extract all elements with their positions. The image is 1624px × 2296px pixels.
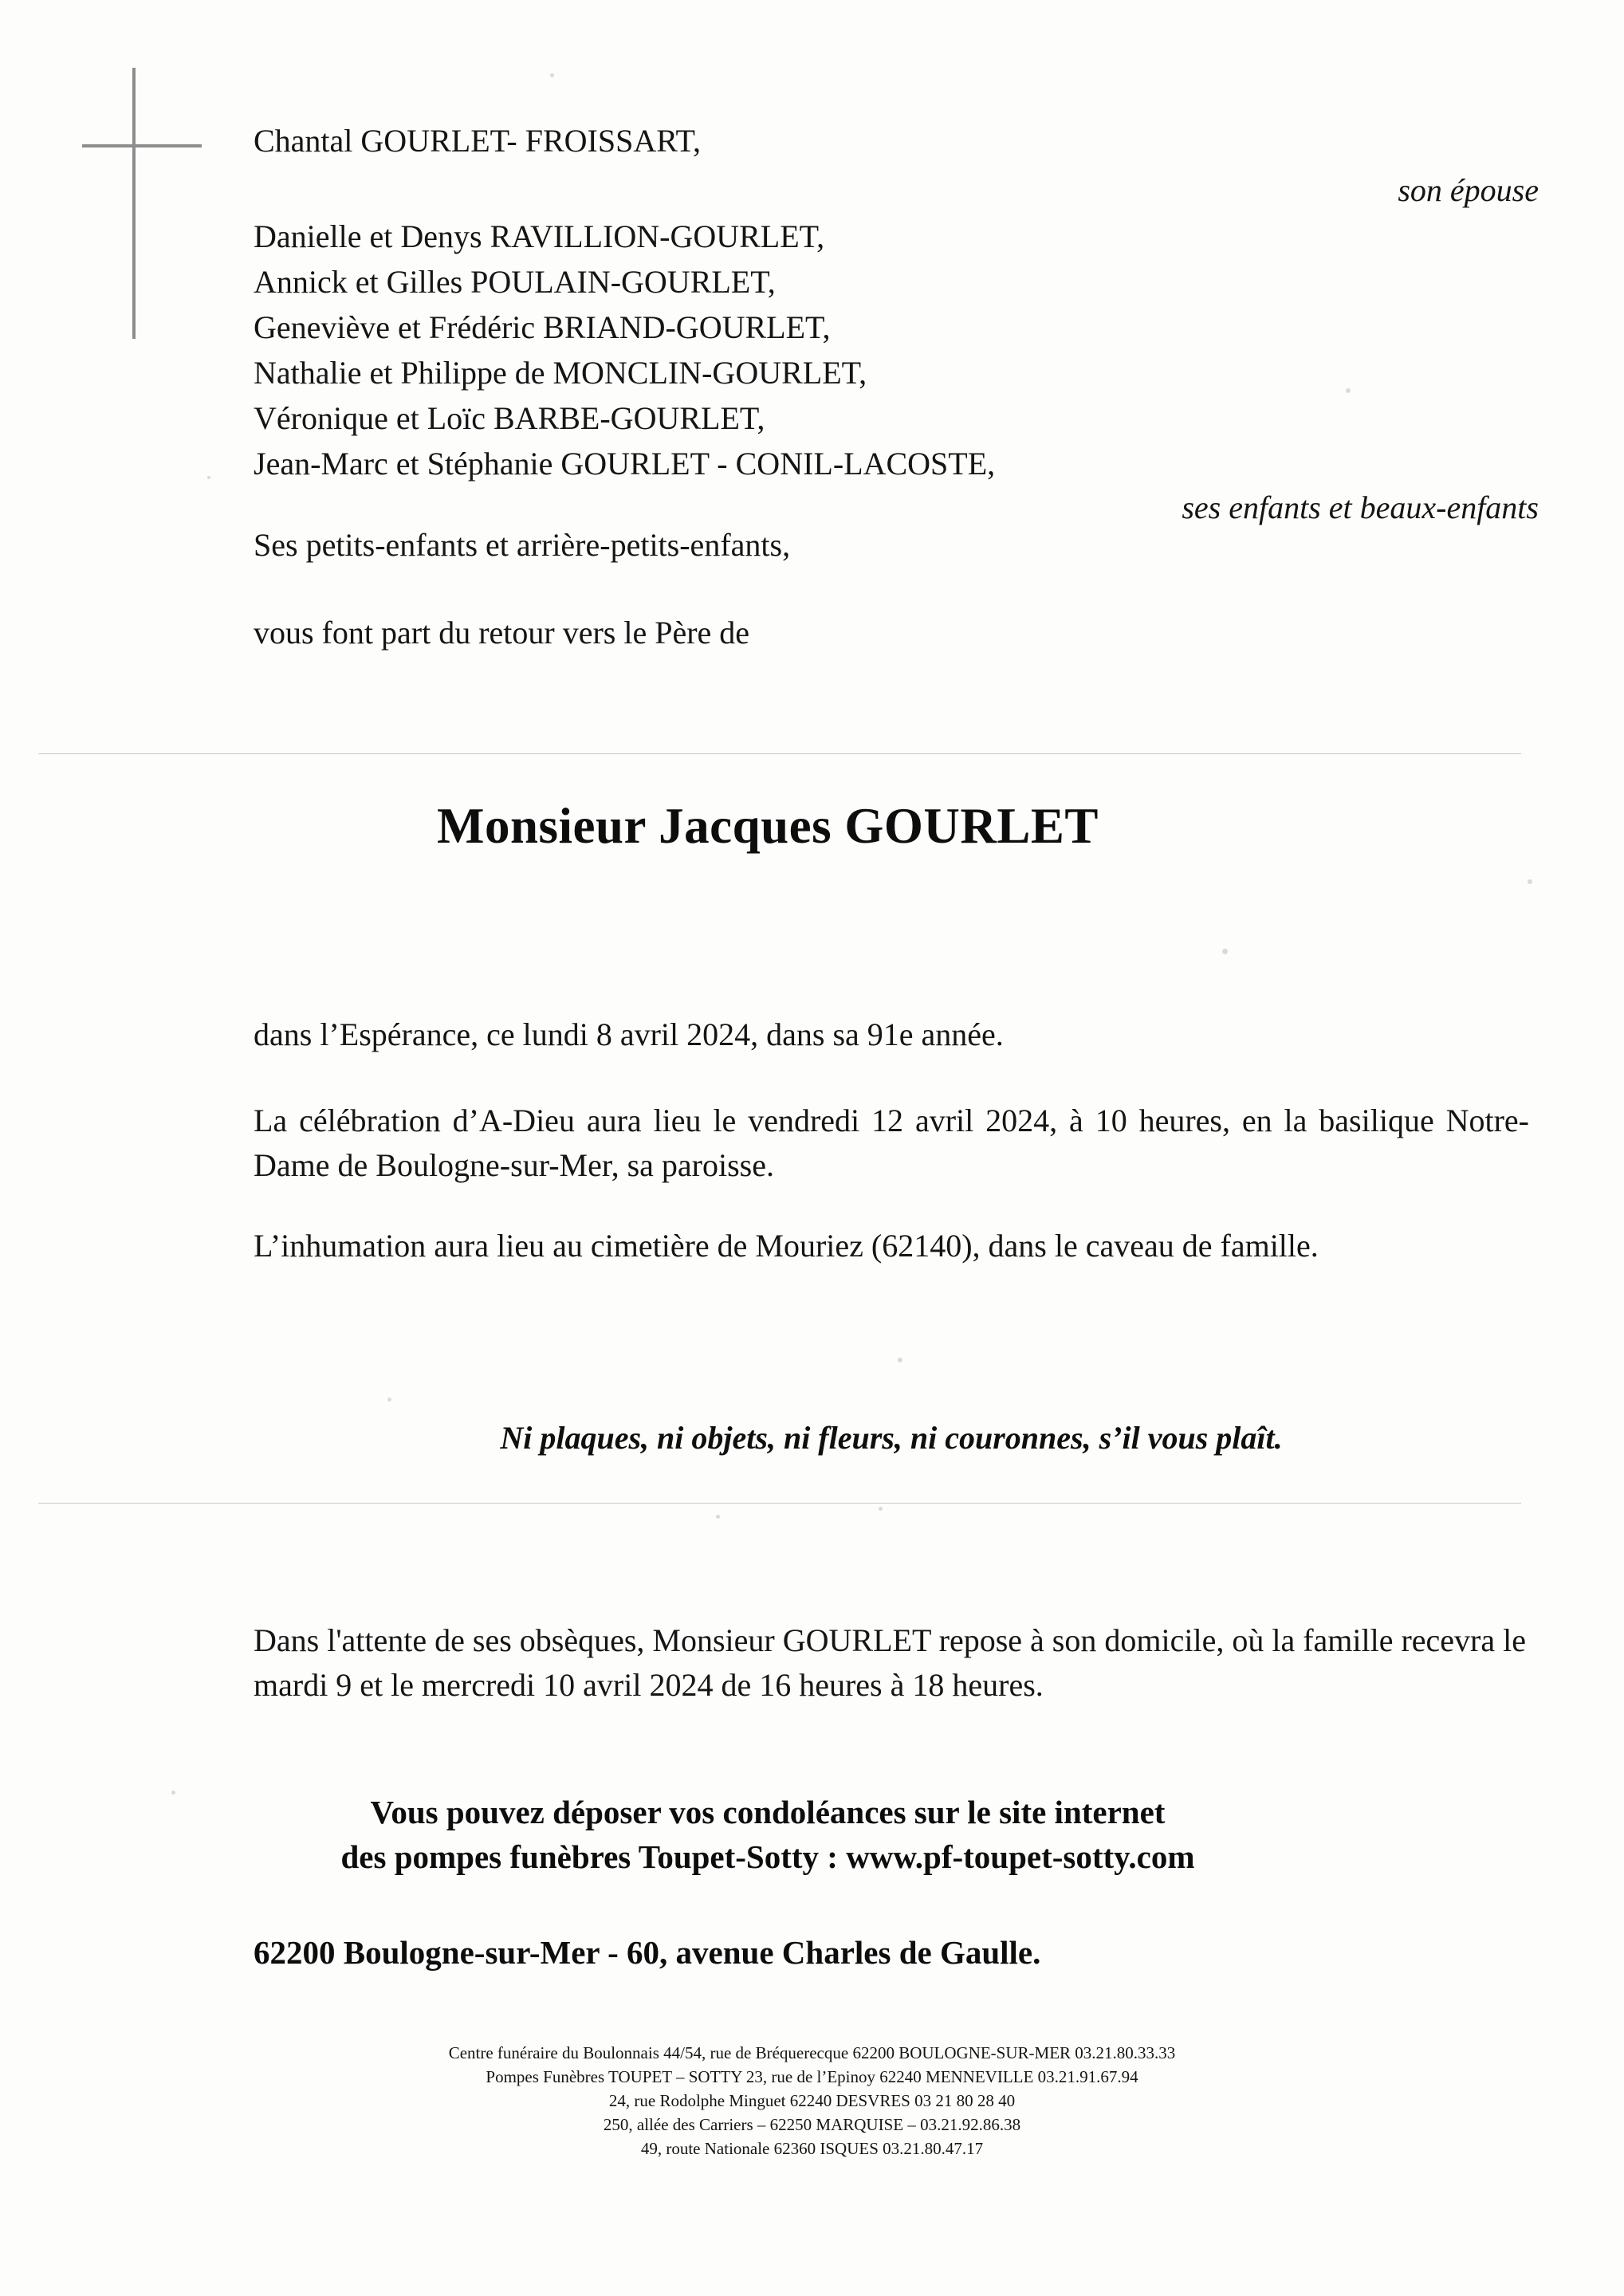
scan-speckle (716, 1515, 720, 1519)
scan-speckle (207, 476, 210, 479)
footer-line-1: Centre funéraire du Boulonnais 44/54, rue de Bréquerecque 62200 BOULOGNE-SUR-MER 03.21.80.33.33 (448, 2043, 1176, 2062)
scan-speckle (550, 73, 554, 77)
scan-speckle (387, 1398, 391, 1402)
deceased-name: Monsieur Jacques GOURLET (437, 798, 1099, 854)
death-line: dans l’Espérance, ce lundi 8 avril 2024, dans sa 91e année. (254, 1016, 1004, 1052)
child-line-4: Nathalie et Philippe de MONCLIN-GOURLET, (254, 355, 867, 391)
burial-line: L’inhumation aura lieu au cimetière de Mouriez (62140), dans le caveau de famille. (254, 1228, 1319, 1264)
child-line-5: Véronique et Loïc BARBE-GOURLET, (254, 400, 765, 436)
condolences-line-2[interactable]: des pompes funèbres Toupet-Sotty : www.pf-toupet-sotty.com (340, 1838, 1195, 1875)
divider-bottom (38, 1503, 1521, 1504)
children-caption: ses enfants et beaux-enfants (1182, 489, 1539, 525)
child-line-3: Geneviève et Frédéric BRIAND-GOURLET, (254, 309, 831, 345)
spouse-caption: son épouse (1398, 172, 1539, 208)
scan-speckle (879, 1507, 883, 1511)
spouse-line: Chantal GOURLET- FROISSART, (254, 123, 701, 159)
condolences-line-1: Vous pouvez déposer vos condoléances sur le site internet (370, 1794, 1166, 1830)
scan-speckle (171, 1791, 175, 1795)
child-line-1: Danielle et Denys RAVILLION-GOURLET, (254, 218, 825, 254)
divider-top (38, 753, 1521, 754)
scan-speckle (898, 1358, 902, 1362)
grandchildren-line: Ses petits-enfants et arrière-petits-enfants, (254, 527, 791, 563)
address-line: 62200 Boulogne-sur-Mer - 60, avenue Charles de Gaulle. (254, 1934, 1041, 1971)
cross-vertical-bar (132, 68, 136, 339)
scan-speckle (1222, 949, 1228, 954)
scan-speckle (1528, 879, 1532, 884)
latin-cross-icon (82, 68, 202, 339)
ceremony-line: La célébration d’A-Dieu aura lieu le vendredi 12 avril 2024, à 10 heures, en la basilique Notre-Dame de Boulogne-sur-Mer, sa paroisse. (254, 1103, 1529, 1183)
footer-line-2: Pompes Funèbres TOUPET – SOTTY 23, rue de l’Epinoy 62240 MENNEVILLE 03.21.91.67.94 (486, 2067, 1138, 2086)
flowers-note: Ni plaques, ni objets, ni fleurs, ni couronnes, s’il vous plaît. (500, 1420, 1283, 1456)
child-line-2: Annick et Gilles POULAIN-GOURLET, (254, 264, 776, 300)
footer-line-5: 49, route Nationale 62360 ISQUES 03.21.80.47.17 (640, 2139, 984, 2158)
visiting-info: Dans l'attente de ses obsèques, Monsieur GOURLET repose à son domicile, où la famille recevra le mardi 9 et le mercredi 10 avril 2024 de 16 heures à 18 heures. (254, 1622, 1526, 1703)
child-line-6: Jean-Marc et Stéphanie GOURLET - CONIL-LACOSTE, (254, 446, 996, 482)
cross-horizontal-bar (82, 144, 202, 147)
footer-line-4: 250, allée des Carriers – 62250 MARQUISE – 03.21.92.86.38 (603, 2115, 1021, 2134)
footer-line-3: 24, rue Rodolphe Minguet 62240 DESVRES 03 21 80 28 40 (608, 2091, 1016, 2110)
announce-line: vous font part du retour vers le Père de (254, 615, 750, 651)
scan-speckle (1346, 388, 1351, 393)
